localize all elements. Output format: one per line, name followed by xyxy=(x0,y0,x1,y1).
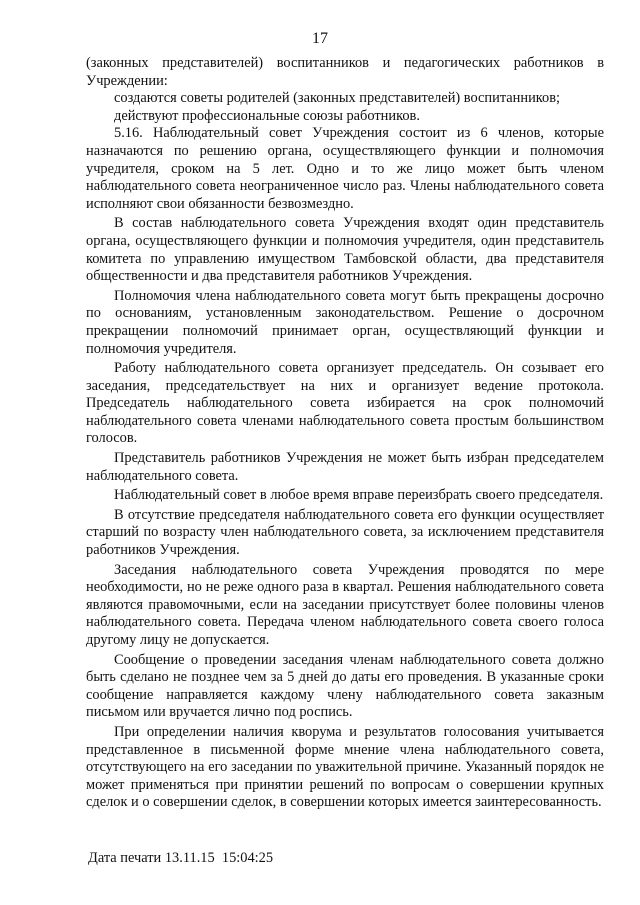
paragraph: Полномочия члена наблюдательного совета могут быть прекращены досрочно по основаниям, установленным законодательством. Решение о досрочном прекращении полномочий принимает орган, осуществляющий функции и полномочия учредителя. xyxy=(86,287,604,357)
paragraph: Сообщение о проведении заседания членам наблюдательного совета должно быть сделано не позднее чем за 5 дней до даты его проведения. В указанные сроки сообщение направляется каждому члену наблюдательного совета заказным письмом или вручается лично под роспись. xyxy=(86,651,604,721)
page-number: 17 xyxy=(312,30,328,47)
paragraph: При определении наличия кворума и результатов голосования учитывается представленное в письменной форме мнение члена наблюдательного совета, отсутствующего на его заседании по уважительной причине. Указанный порядок не может применяться при принятии решений по вопросам о совершении крупных сделок и о совершении сделок, в совершении которых имеется заинтересованность. xyxy=(86,723,604,811)
list-item: создаются советы родителей (законных представителей) воспитанников; xyxy=(114,90,561,107)
paragraph: Заседания наблюдательного совета Учреждения проводятся по мере необходимости, но не реже одного раза в квартал. Решения наблюдательного совета являются правомочными, если на заседании присутствует более половины членов наблюдательного совета. Передача членом наблюдательного совета своего голоса другому лицу не допускается. xyxy=(86,561,604,648)
paragraph: Представитель работников Учреждения не может быть избран председателем наблюдательного совета. xyxy=(86,450,604,484)
paragraph: Работу наблюдательного совета организует председатель. Он созывает его заседания, председательствует на них и организует ведение протокола. Председатель наблюдательного совета избирается на срок полномочий наблюдательного совета членами наблюдательного совета простым большинством голосов. xyxy=(86,360,604,447)
paragraph: В отсутствие председателя наблюдательного совета его функции осуществляет старший по возрасту член наблюдательного совета, за исключением представителя работников Учреждения. xyxy=(86,506,604,559)
document-body xyxy=(86,55,604,812)
paragraph: В состав наблюдательного совета Учреждения входят один представитель органа, осуществляющего функции и полномочия учредителя, один представитель комитета по управлению имуществом Тамбовской области, два представителя общественности и два представителя работников Учреждения. xyxy=(86,215,604,285)
paragraph: 5.16. Наблюдательный совет Учреждения состоит из 6 членов, которые назначаются по решению органа, осуществляющего функции и полномочия учредителя, сроком на 5 лет. Одно и то же лицо может быть членом наблюдательного совета неограниченное число раз. Члены наблюдательного совета исполняют свои обязанности безвозмездно. xyxy=(86,125,604,212)
print-date: Дата печати 13.11.15 15:04:25 xyxy=(88,850,274,866)
paragraph: Наблюдательный совет в любое время вправе переизбрать своего председателя. xyxy=(114,487,604,504)
list-item: действуют профессиональные союзы работников. xyxy=(114,107,420,124)
paragraph: (законных представителей) воспитанников и педагогических работников в Учреждении: xyxy=(86,55,604,89)
